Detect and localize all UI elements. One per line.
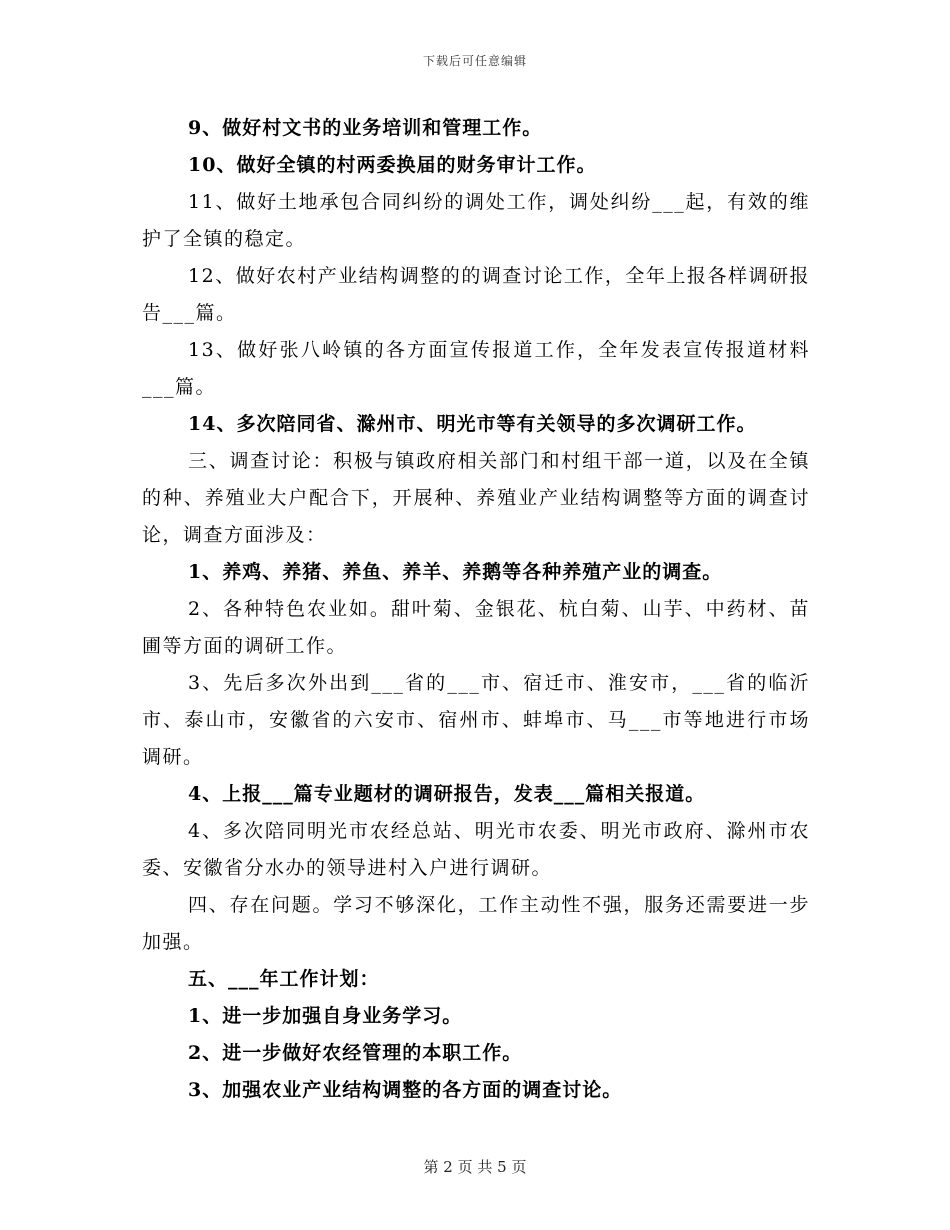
section-survey: 三、调查讨论：积极与镇政府相关部门和村组干部一道，以及在全镇的种、养殖业大户配合下，开展种、养殖业产业结构调整等方面的调查讨论，调查方面涉及： (142, 450, 810, 546)
survey-item-4a: 4、上报___篇专业题材的调研报告，发表___篇相关报道。 (188, 783, 706, 805)
paragraph-9: 9、做好村文书的业务培训和管理工作。 (188, 117, 543, 139)
survey-item-4b: 4、多次陪同明光市农经总站、明光市农委、明光市政府、滁州市农委、安徽省分水办的领导进村入户进行调研。 (142, 820, 810, 879)
plan-item-1: 1、进一步加强自身业务学习。 (188, 1005, 463, 1027)
section-problems: 四、存在问题。学习不够深化，工作主动性不强，服务还需要进一步加强。 (142, 894, 810, 953)
page-number: 第 2 页 共 5 页 (423, 1158, 527, 1176)
paragraph-14: 14、多次陪同省、滁州市、明光市等有关领导的多次调研工作。 (188, 413, 757, 435)
document-body (142, 110, 810, 1109)
plan-item-2: 2、进一步做好农经管理的本职工作。 (188, 1042, 523, 1064)
survey-item-2: 2、各种特色农业如。甜叶菊、金银花、杭白菊、山芋、中药材、苗圃等方面的调研工作。 (142, 598, 810, 657)
page-header: 下载后可任意编辑 (422, 54, 527, 68)
plan-item-3: 3、加强农业产业结构调整的各方面的调查讨论。 (188, 1079, 623, 1101)
paragraph-11: 11、做好土地承包合同纠纷的调处工作，调处纠纷___起，有效的维护了全镇的稳定。 (142, 191, 810, 250)
survey-item-3: 3、先后多次外出到___省的___市、宿迁市、淮安市，___省的临沂市、泰山市，安徽省的六安市、宿州市、蚌埠市、马___市等地进行市场调研。 (142, 672, 810, 768)
paragraph-13: 13、做好张八岭镇的各方面宣传报道工作，全年发表宣传报道材料___篇。 (142, 339, 810, 398)
paragraph-12: 12、做好农村产业结构调整的的调查讨论工作，全年上报各样调研报告___篇。 (142, 265, 810, 324)
section-plan: 五、___年工作计划： (188, 968, 380, 990)
paragraph-10: 10、做好全镇的村两委换届的财务审计工作。 (188, 154, 597, 176)
survey-item-1: 1、养鸡、养猪、养鱼、养羊、养鹅等各种养殖产业的调查。 (188, 561, 723, 583)
